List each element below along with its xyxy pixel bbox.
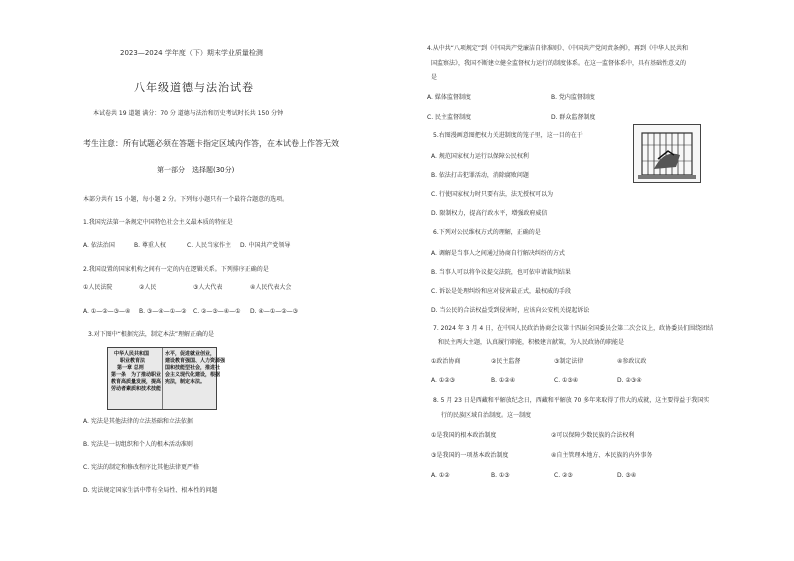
item-2: ②民主监督 [491,358,521,365]
option-a: A. ①—②—③—④ [83,308,131,315]
option-b: B. 党内监督制度 [551,94,595,101]
option-d: D. ③④ [617,472,637,479]
option-a: A. ①② [431,472,450,479]
figure-fold [162,348,163,409]
question-stem: 5.右图漫画意图把权力关进制度的笼子里，这一目的在于 [433,132,583,139]
option-d: D. 群众监督制度 [551,114,596,121]
item-3: ③制定法律 [554,358,584,365]
option-c: C. 民主监督制度 [427,114,472,121]
option-b: B. 尊重人权 [134,242,166,249]
option-c: C. ②—③—④—① [193,308,241,315]
option-b: B. ③—④—①—② [139,308,187,315]
figure-line: 教育高质量发展，提高 [111,379,162,385]
item-1: ①是我国的根本政治制度 [431,432,497,439]
figure-line: 国和技能型社会，推进社 [165,365,221,371]
item-2: ②人民 [139,284,157,291]
exam-notice: 考生注意：所有试题必须在答题卡指定区域内作答，在本试卷上作答无效 [83,139,339,148]
option-d: D. ②③④ [617,377,642,384]
figure-line: 第一条 为了推动职业 [111,372,162,378]
option-d: D. 中国共产党领导 [240,242,291,249]
option-b: B. 当事人可以将争议提交法院，也可依申请裁判结果 [431,269,571,276]
figure-line: 职业教育法 [120,358,146,364]
item-1: ①人民法院 [83,284,113,291]
question-stem: 1.我国宪法第一条规定中国特色社会主义最本质的特征是 [83,219,233,226]
item-4: ④参政议政 [617,358,647,365]
law-text-figure [107,347,226,410]
question-stem-cont: 和民主两大主题，认真履行职能，积极建言献策，为人民政协的职能是 [438,339,625,346]
question-stem: 3.对下图中“根据宪法，制定本法”理解正确的是 [88,331,214,338]
option-a: A. 宪法是其他法律的立法基础和立法依据 [83,418,193,425]
figure-line: 劳动者素质和技术技能 [111,386,162,392]
figure-line: 宪法，制定本法。 [165,379,206,385]
exam-title: 八年级道德与法治试卷 [134,81,254,94]
option-c: C. 人民当家作主 [187,242,232,249]
item-2: ②可以保障少数民族的合法权利 [551,432,635,439]
figure-line: 第一章 总则 [117,365,144,371]
figure-line: 中华人民共和国 [114,351,150,357]
question-stem: 7. 2024 年 3 月 4 日，在中国人民政治协商会议第十四届全国委员会第二次会议上，政协委员们围绕团结 [433,325,714,332]
option-c: C. 诉讼是处理纠纷和应对侵害最正式，最权威的手段 [431,288,572,295]
option-d: D. ④—①—②—③ [250,308,298,315]
option-b: B. ①②④ [491,377,516,384]
question-stem: 6.下列对公民维权方式的理解，正确的是 [433,229,541,236]
option-a: A. 调解是当事人之间通过协商自行解决纠纷的方式 [431,250,565,257]
question-stem: 2.我国设置的国家机构之间有一定的内在逻辑关系。下列排序正确的是 [83,266,269,273]
figure-line: 建设教育强国、人力资源强 [165,358,226,364]
exam-meta: 本试卷共 19 道题 满分：70 分 道德与法治和历史考试时长共 150 分钟 [93,110,284,117]
section-instructions: 本部分共有 15 小题，每小题 2 分。下列每小题只有一个最符合题意的选项。 [83,196,289,203]
item-3: ③人大代表 [193,284,223,291]
exam-header: 2023—2024 学年度（下）期末学业质量检测 [120,49,263,57]
cage-illustration [634,125,700,182]
item-4: ④自主管理本地方、本民族的内外事务 [551,452,653,459]
option-a: A. 依法治国 [83,242,115,249]
option-c: C. 行使国家权力时只要有法，法无授权可以为 [431,191,554,198]
item-4: ④人民代表大会 [250,284,292,291]
item-3: ③是我国的一项基本政治制度 [431,452,509,459]
option-c: C. ①③④ [554,377,579,384]
figure-line: 会主义现代化建设，根据 [165,372,221,378]
option-b: B. 依法打击犯罪活动，消除腐败问题 [431,172,529,179]
question-stem-cont: 是 [431,74,438,81]
option-d: D. 当公民的合法权益受到侵害时，应该向公安机关提起诉讼 [431,307,590,314]
question-stem-cont: 行的民族区域自治制度。这一制度 [441,412,532,419]
option-b: B. 宪法是一切组织和个人的根本活动准则 [83,441,193,448]
option-a: A. ①②③ [431,377,455,384]
item-1: ①政治协商 [431,358,461,365]
option-a: A. 媒体监督制度 [427,94,471,101]
question-stem-cont: 国监察法》，我国不断建立健全监督权力运行的制度体系。在这一监督体系中，具有基础性意义的 [431,60,687,67]
question-stem: 4.从中共“八项规定”到《中国共产党廉洁自律准则》、《中国共产党问责条例》，再到《中华人民共和 [427,45,688,52]
option-c: C. 宪法的制定和修改程序比其他法律更严格 [83,464,200,471]
option-b: B. ①③ [491,472,510,479]
question-stem: 8. 5 月 23 日是西藏和平解放纪念日，西藏和平解放 70 多年来取得了伟大的成就，这主要得益于我国实 [433,397,710,404]
option-d: D. 宪法规定国家生活中带有全局性、根本性的问题 [83,487,218,494]
option-a: A. 规范国家权力运行以保障公民权利 [431,153,529,160]
section-title: 第一部分 选择题(30分) [157,166,235,174]
figure-line: 水平，促进就业创业， [165,351,216,357]
option-d: D. 限制权力，提高行政水平，增强政府威信 [431,210,548,217]
option-c: C. ②③ [554,472,573,479]
power-cage-cartoon [633,124,701,183]
